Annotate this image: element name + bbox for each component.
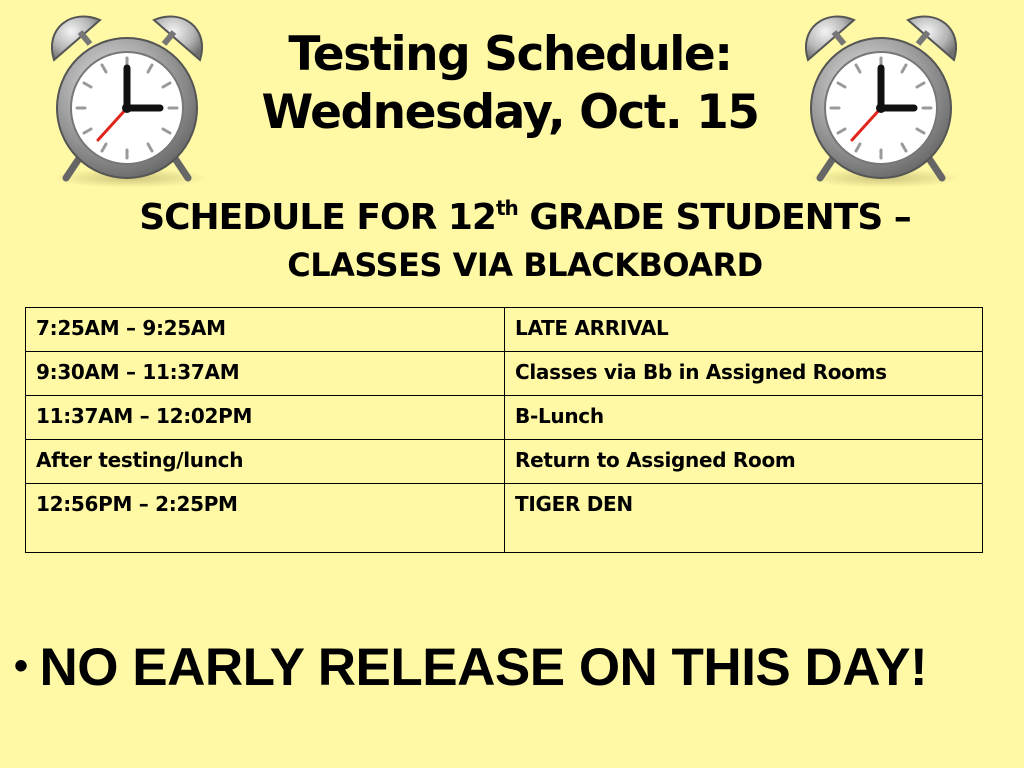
table-row (26, 308, 983, 352)
schedule-heading (60, 194, 990, 288)
schedule-heading-line-2: CLASSES VIA BLACKBOARD (287, 246, 763, 284)
time-cell: After testing/lunch (26, 440, 505, 484)
table-row (26, 484, 983, 553)
bullet-point: • (14, 644, 28, 688)
title-line-2: Wednesday, Oct. 15 (261, 85, 759, 140)
schedule-table (25, 307, 983, 553)
heading-grade-text: SCHEDULE FOR 12 (139, 197, 496, 238)
time-cell: 12:56PM – 2:25PM (26, 484, 505, 553)
activity-cell: LATE ARRIVAL (505, 308, 983, 352)
notice-bullet-item (14, 632, 1014, 702)
activity-cell: Return to Assigned Room (505, 440, 983, 484)
table-row (26, 440, 983, 484)
time-cell: 7:25AM – 9:25AM (26, 308, 505, 352)
activity-cell: TIGER DEN (505, 484, 983, 553)
alarm-clock-icon (796, 8, 966, 188)
time-cell: 9:30AM – 11:37AM (26, 352, 505, 396)
page-title (230, 26, 790, 142)
heading-students-text: GRADE STUDENTS – (517, 197, 911, 238)
table-row (26, 352, 983, 396)
title-line-1: Testing Schedule: (288, 27, 732, 82)
activity-cell: Classes via Bb in Assigned Rooms (505, 352, 983, 396)
notice-text: NO EARLY RELEASE ON THIS DAY! (39, 638, 928, 697)
activity-cell: B-Lunch (505, 396, 983, 440)
table-row (26, 396, 983, 440)
alarm-clock-icon (42, 8, 212, 188)
heading-ordinal-suffix: th (495, 196, 518, 220)
time-cell: 11:37AM – 12:02PM (26, 396, 505, 440)
schedule-heading-line-1 (60, 194, 990, 242)
